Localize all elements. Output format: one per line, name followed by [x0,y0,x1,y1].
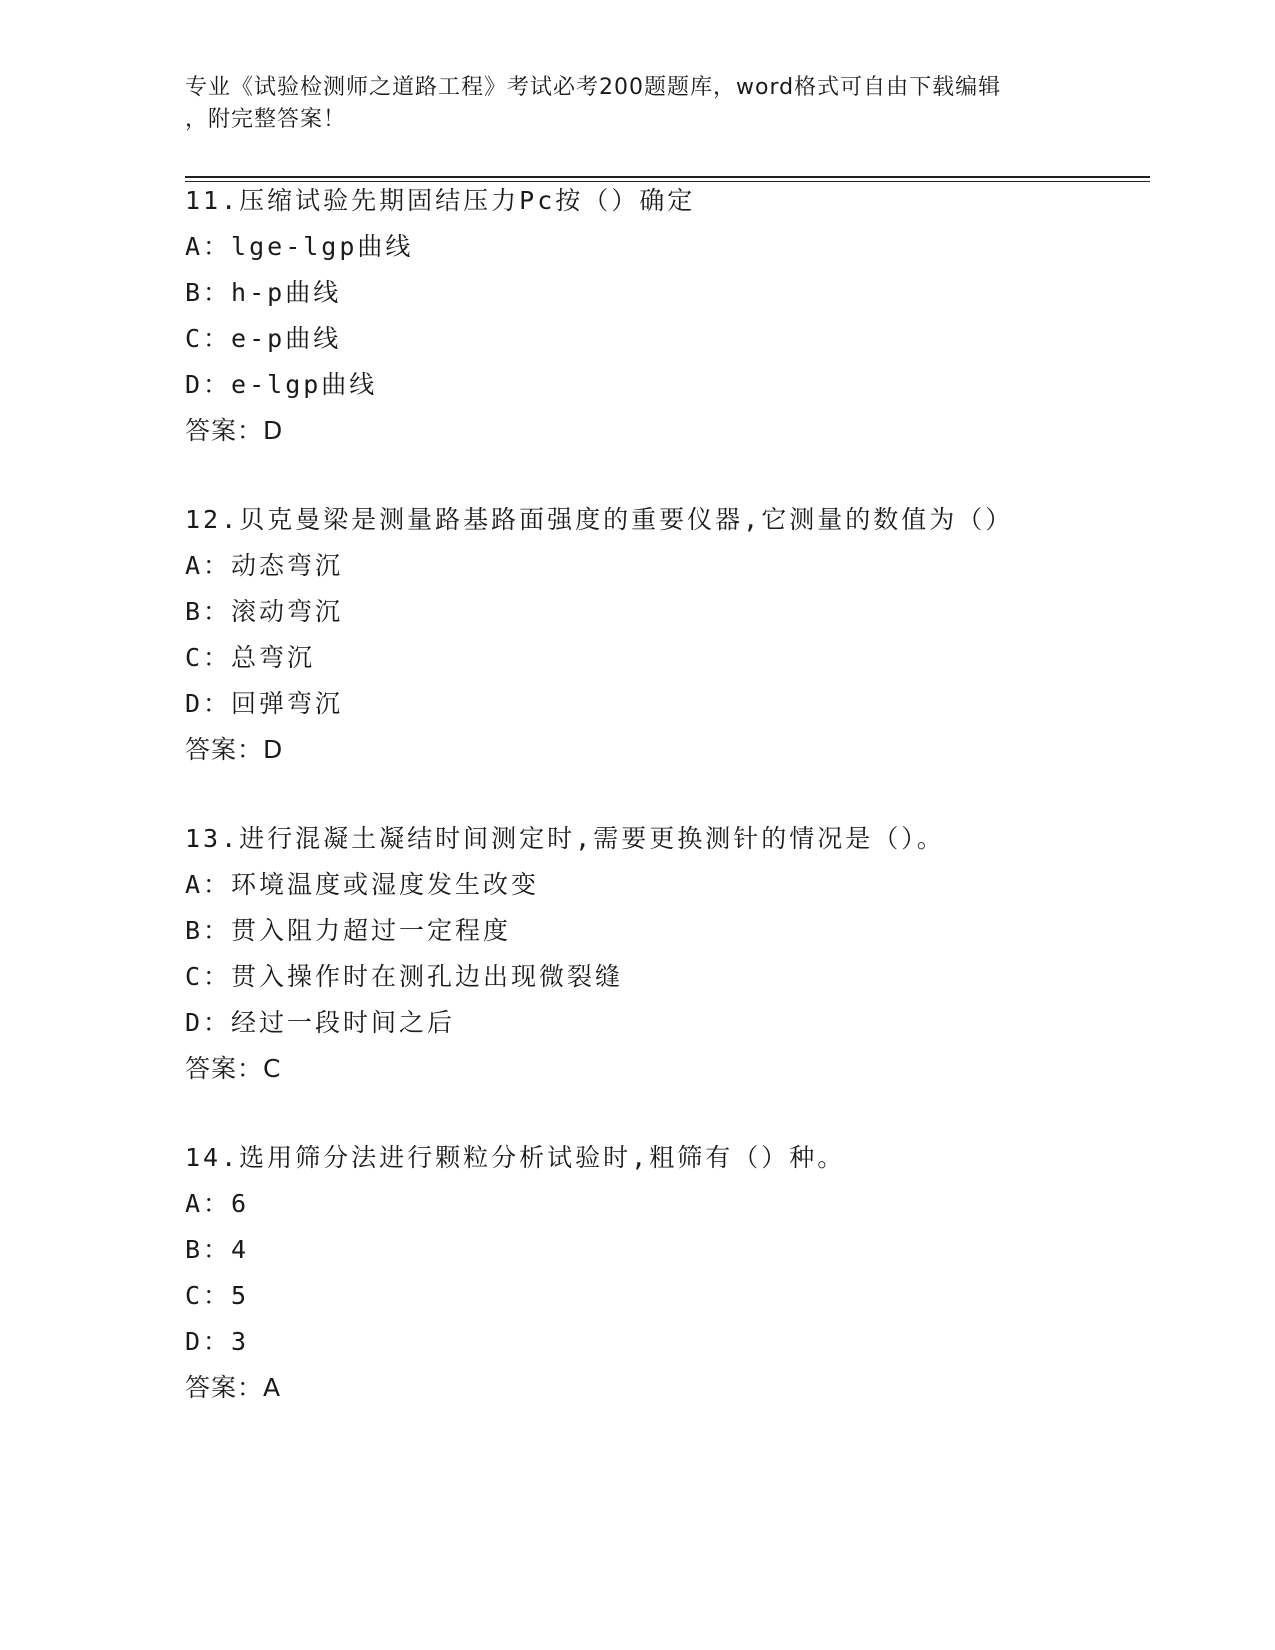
question-stem: 13.进行混凝土凝结时间测定时,需要更换测针的情况是（）。 [185,824,945,853]
question-stem: 12.贝克曼梁是测量路基路面强度的重要仪器,它测量的数值为（） [185,505,1014,534]
option-b: B：4 [185,1235,250,1264]
option-d: D：回弹弯沉 [185,689,344,718]
question-14 [185,1135,1150,1411]
question-13 [185,816,1150,1092]
question-stem: 14.选用筛分法进行颗粒分析试验时,粗筛有（）种。 [185,1143,846,1172]
option-b: B：贯入阻力超过一定程度 [185,916,512,945]
header-line-2: ，附完整答案！ [185,107,347,132]
option-c: C：总弯沉 [185,643,316,672]
answer: 答案：C [185,1054,282,1083]
question-11 [185,178,1150,454]
question-stem: 11.压缩试验先期固结压力Pc按（）确定 [185,186,696,215]
option-d: D：3 [185,1327,250,1356]
option-a: A：动态弯沉 [185,551,344,580]
answer: 答案：D [185,735,284,764]
option-c: C：e-p曲线 [185,324,342,353]
option-c: C：5 [185,1281,250,1310]
option-c: C：贯入操作时在测孔边出现微裂缝 [185,962,624,991]
option-b: B：h-p曲线 [185,278,342,307]
answer: 答案：A [185,1373,282,1402]
document-page [185,0,1150,1650]
option-d: D：经过一段时间之后 [185,1008,456,1037]
answer: 答案：D [185,416,284,445]
option-a: A：6 [185,1189,250,1218]
option-a: A：环境温度或湿度发生改变 [185,870,540,899]
header-line-1: 专业《试验检测师之道路工程》考试必考200题题库，word格式可自由下载编辑 [185,75,1002,100]
option-d: D：e-lgp曲线 [185,370,378,399]
option-a: A：lge-lgp曲线 [185,232,414,261]
question-12 [185,497,1150,773]
option-b: B：滚动弯沉 [185,597,344,626]
document-header [185,72,1065,136]
